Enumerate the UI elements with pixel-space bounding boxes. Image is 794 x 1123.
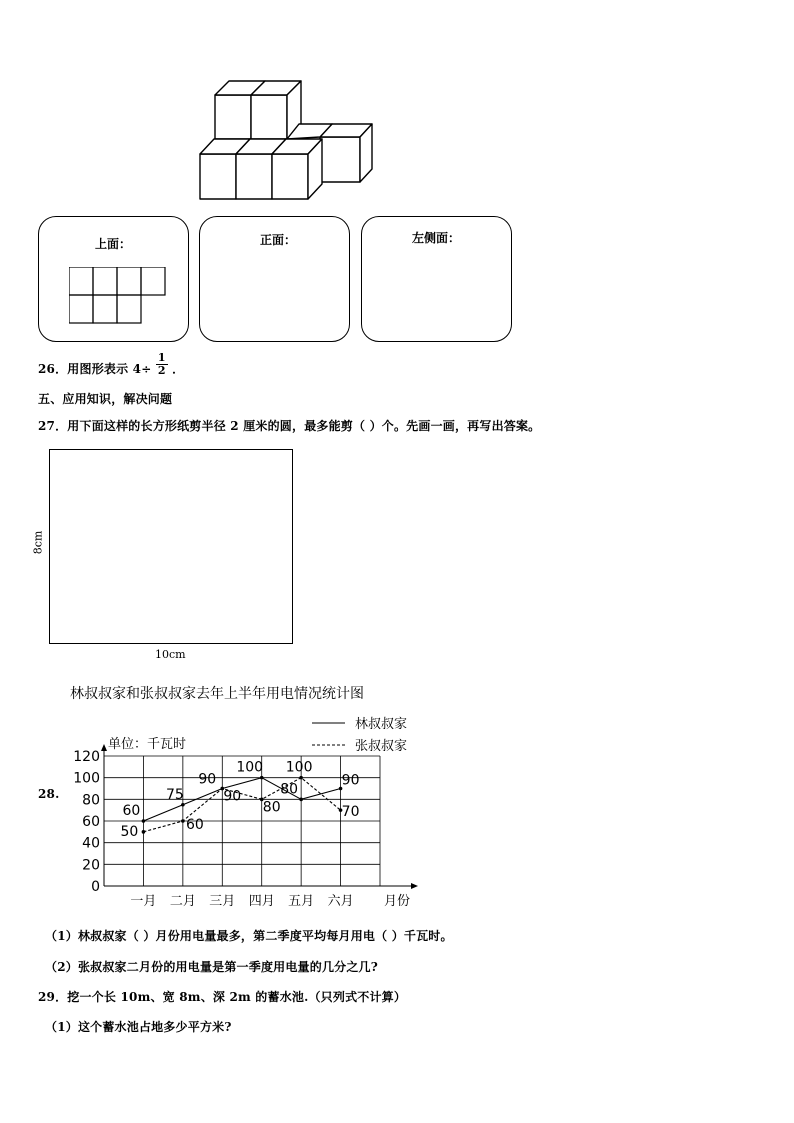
x-axis-arrow: [411, 883, 418, 889]
chart-legend: [312, 716, 407, 754]
chart-data-labels: [121, 760, 360, 840]
front-view-box[interactable]: [199, 216, 350, 342]
question-26-end: ．: [172, 362, 185, 376]
y-tick-label: 40: [82, 835, 100, 852]
question-28-part-1: （1）林叔叔家（ ）月份用电量最多，第二季度平均每月用电（ ）千瓦时。: [45, 929, 453, 943]
series-1-point: [181, 803, 185, 807]
series-2-data-label: 70: [341, 804, 360, 821]
question-26: [38, 351, 185, 377]
series-1-data-label: 100: [236, 759, 264, 776]
series-2-data-label: 50: [120, 823, 139, 840]
question-27: 27．用下面这样的长方形纸剪半径 2 厘米的圆，最多能剪（ ）个。先画一画，再写出答案。: [38, 419, 541, 433]
series-1-data-label: 75: [165, 786, 184, 803]
series-1-point: [142, 819, 146, 823]
x-tick-label: 六月: [327, 894, 354, 909]
y-axis-arrow: [101, 744, 107, 751]
front-view-label: 正面：: [260, 233, 297, 247]
fraction-numerator: 1: [157, 351, 166, 364]
chart-x-axis-label: 月份: [384, 894, 411, 909]
chart-x-ticks: [130, 894, 353, 909]
section-5-heading: 五、应用知识，解决问题: [38, 392, 173, 406]
electricity-line-chart: [60, 678, 430, 918]
series-1-data-label: 60: [122, 803, 141, 819]
cube-stack-figure: [195, 75, 380, 205]
series-2-data-label: 100: [285, 759, 313, 776]
chart-y-ticks: [73, 749, 100, 895]
rectangle-height-label: 8cm: [31, 530, 45, 555]
series-2-point: [299, 776, 303, 780]
series-2-point: [181, 819, 185, 823]
series-1-data-label: 80: [280, 781, 299, 798]
y-tick-label: 0: [91, 879, 100, 895]
legend-series-2: 张叔叔家: [355, 739, 408, 754]
series-1-data-label: 90: [198, 771, 217, 788]
top-view-grid: [69, 267, 169, 327]
fraction-one-half: [156, 352, 168, 377]
rectangle-width-label: 10cm: [155, 648, 186, 661]
top-view-label: 上面：: [95, 237, 132, 251]
question-29-part-1: （1）这个蓄水池占地多少平方米?: [45, 1020, 232, 1034]
series-2-data-label: 90: [223, 788, 242, 805]
rectangle-paper[interactable]: [49, 449, 293, 644]
y-tick-label: 100: [73, 770, 100, 787]
chart-series: [142, 776, 343, 834]
x-tick-label: 五月: [288, 894, 315, 909]
left-view-box[interactable]: [361, 216, 512, 342]
y-tick-label: 60: [82, 814, 100, 830]
x-tick-label: 一月: [130, 894, 157, 909]
question-28-part-2: （2）张叔叔家二月份的用电量是第一季度用电量的几分之几?: [45, 960, 378, 974]
top-view-box: [38, 216, 189, 342]
series-2-data-label: 60: [185, 817, 204, 833]
question-26-text: 26．用图形表示 4÷: [38, 362, 152, 376]
question-29: 29．挖一个长 10m、宽 8m、深 2m 的蓄水池.（只列式不计算）: [38, 990, 407, 1004]
series-1-data-label: 90: [341, 772, 360, 789]
y-tick-label: 80: [82, 792, 100, 809]
x-tick-label: 三月: [209, 894, 236, 909]
y-tick-label: 120: [73, 749, 100, 765]
series-1-point: [260, 776, 264, 780]
series-1-point: [299, 798, 303, 802]
y-tick-label: 20: [82, 857, 100, 874]
series-2-point: [142, 830, 146, 834]
question-28-number: 28.: [38, 787, 60, 801]
chart-title: 林叔叔家和张叔叔家去年上半年用电情况统计图: [70, 686, 364, 702]
x-tick-label: 二月: [169, 894, 196, 909]
chart-unit-label: 单位：千瓦时: [108, 737, 187, 752]
x-tick-label: 四月: [248, 894, 275, 909]
legend-series-1: 林叔叔家: [355, 717, 408, 732]
left-view-label: 左侧面：: [412, 231, 461, 245]
fraction-denominator: 2: [157, 364, 166, 377]
series-2-data-label: 80: [262, 799, 281, 816]
